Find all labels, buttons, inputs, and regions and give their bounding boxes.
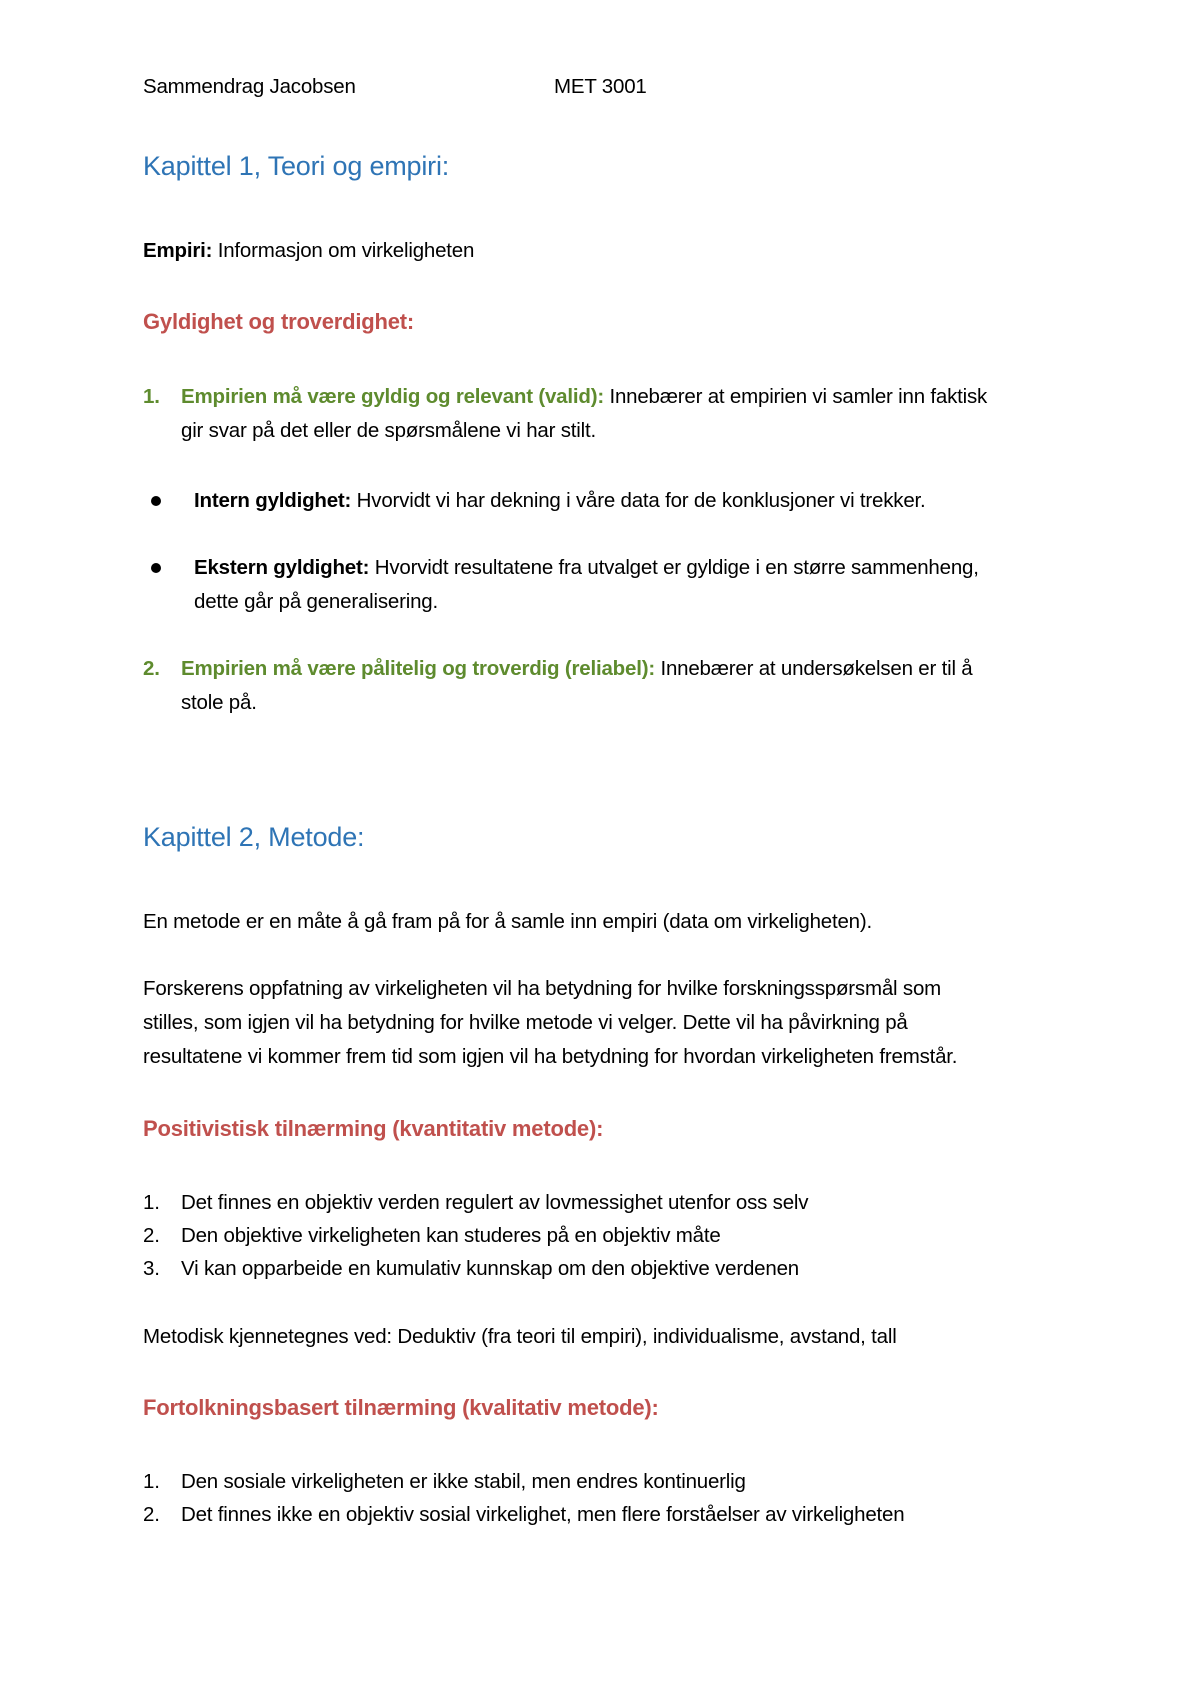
bullet-text: Hvorvidt vi har dekning i våre data for de konklusjoner vi trekker. — [351, 489, 926, 512]
paragraph-metode: En metode er en måte å gå fram på for å samle inn empiri (data om virkeligheten). — [143, 910, 872, 933]
list-number: 2. — [143, 1224, 160, 1247]
list-number: 3. — [143, 1257, 160, 1280]
paragraph-line: stilles, som igjen vil ha betydning for hvilke metode vi velger. Dette vil ha påvirkning på — [143, 1011, 908, 1034]
list-item-line2: gir svar på det eller de spørsmålene vi har stilt. — [181, 419, 596, 442]
list-item-line1 — [181, 652, 973, 686]
chapter1-title: Kapittel 1, Teori og empiri: — [143, 151, 450, 181]
list-item: Den sosiale virkeligheten er ikke stabil, men endres kontinuerlig — [181, 1470, 746, 1493]
list-number: 2. — [143, 657, 160, 680]
empiri-def: Informasjon om virkeligheten — [212, 239, 475, 262]
paragraph-line: resultatene vi kommer frem tid som igjen vil ha betydning for hvordan virkeligheten fremstår. — [143, 1045, 958, 1068]
bullet-line2: dette går på generalisering. — [194, 590, 438, 613]
header-right: MET 3001 — [554, 75, 647, 98]
bullet-text: Hvorvidt resultatene fra utvalget er gyldige i en større sammenheng, — [369, 556, 979, 579]
list-number: 1. — [143, 1191, 160, 1214]
bullet-icon — [151, 496, 161, 506]
list-number: 1. — [143, 385, 160, 408]
list-term: Empirien må være gyldig og relevant (valid): — [181, 385, 604, 408]
list-text: Innebærer at empirien vi samler inn faktisk — [603, 385, 988, 408]
positivist-summary: Metodisk kjennetegnes ved: Deduktiv (fra teori til empiri), individualisme, avstand, tall — [143, 1325, 897, 1348]
chapter2-title: Kapittel 2, Metode: — [143, 822, 365, 852]
chapter1-subheading: Gyldighet og troverdighet: — [143, 309, 415, 334]
list-number: 1. — [143, 1470, 160, 1493]
bullet-term: Intern gyldighet: — [194, 489, 352, 512]
positivist-heading: Positivistisk tilnærming (kvantitativ metode): — [143, 1116, 604, 1141]
interpretive-heading: Fortolkningsbasert tilnærming (kvalitativ metode): — [143, 1395, 659, 1420]
list-item: Det finnes ikke en objektiv sosial virkelighet, men flere forståelser av virkeligheten — [181, 1503, 905, 1526]
bullet-line1 — [194, 551, 979, 585]
list-item: Det finnes en objektiv verden regulert av lovmessighet utenfor oss selv — [181, 1191, 809, 1214]
bullet-line1 — [194, 484, 926, 518]
list-item: Den objektive virkeligheten kan studeres på en objektiv måte — [181, 1224, 721, 1247]
empiri-definition — [143, 234, 474, 268]
list-number: 2. — [143, 1503, 160, 1526]
list-item-line2: stole på. — [181, 691, 257, 714]
list-term: Empirien må være pålitelig og troverdig (reliabel): — [181, 657, 655, 680]
bullet-icon — [151, 563, 161, 573]
list-item: Vi kan opparbeide en kumulativ kunnskap om den objektive verdenen — [181, 1257, 799, 1280]
header-left: Sammendrag Jacobsen — [143, 75, 356, 98]
empiri-term: Empiri: — [143, 239, 213, 262]
list-text: Innebærer at undersøkelsen er til å — [654, 657, 973, 680]
bullet-term: Ekstern gyldighet: — [194, 556, 370, 579]
paragraph-line: Forskerens oppfatning av virkeligheten vil ha betydning for hvilke forskningsspørsmål som — [143, 977, 942, 1000]
list-item-line1 — [181, 380, 987, 414]
